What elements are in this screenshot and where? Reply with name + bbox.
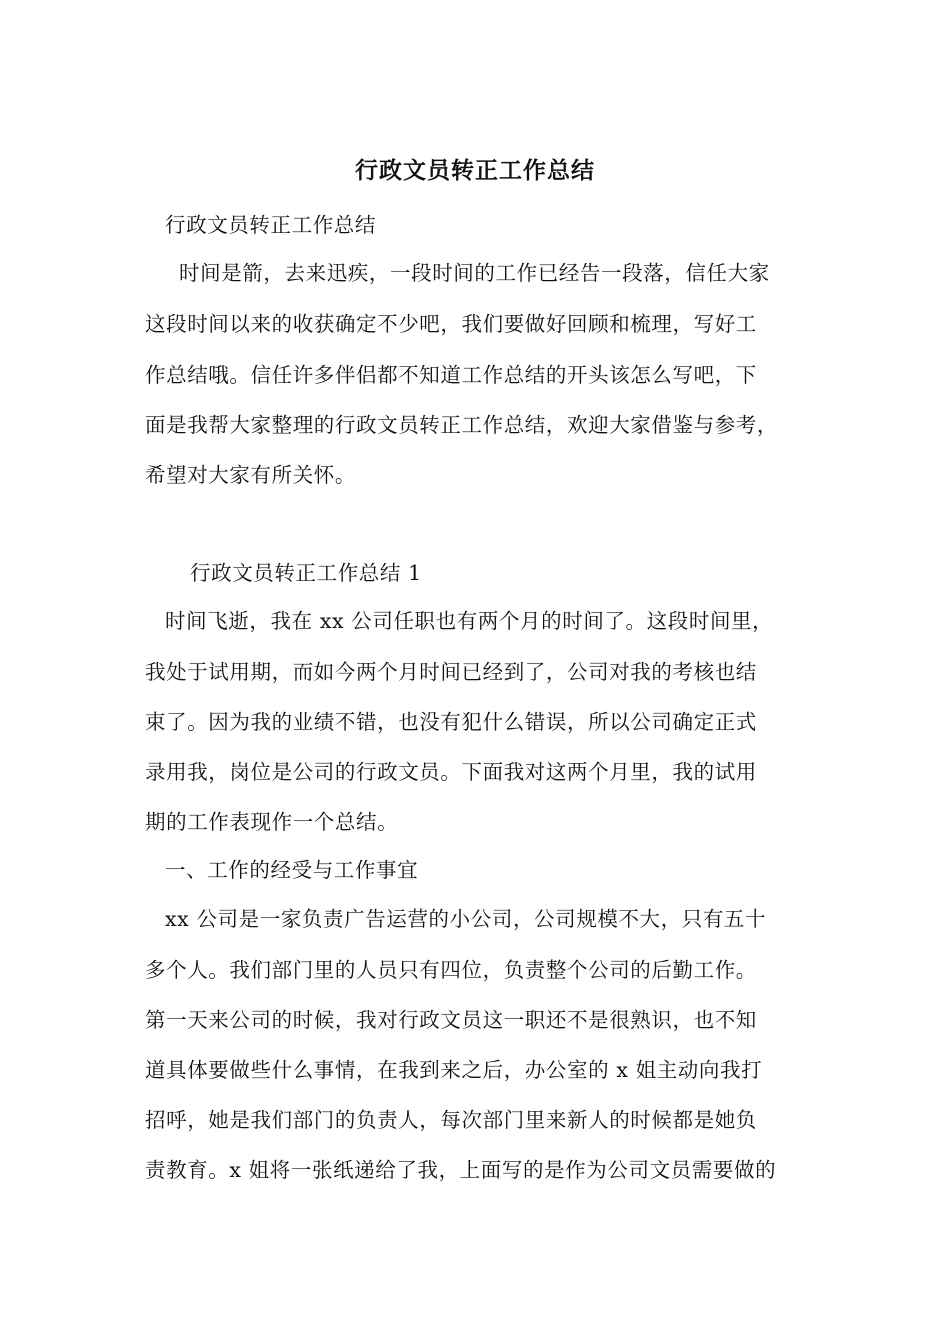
paragraph-line: 道具体要做些什么事情，在我到来之后，办公室的 x 姐主动向我打 — [145, 1058, 763, 1082]
intro-line: 希望对大家有所关怀。 — [145, 463, 356, 487]
paragraph-line: 第一天来公司的时候，我对行政文员这一职还不是很熟识，也不知 — [145, 1008, 757, 1032]
paragraph-line: 束了。因为我的业绩不错，也没有犯什么错误，所以公司确定正式 — [145, 710, 757, 734]
intro-line: 这段时间以来的收获确定不少吧，我们要做好回顾和梳理，写好工 — [145, 312, 757, 336]
paragraph-line: 多个人。我们部门里的人员只有四位，负责整个公司的后勤工作。 — [145, 958, 757, 982]
intro-line: 面是我帮大家整理的行政文员转正工作总结，欢迎大家借鉴与参考， — [145, 413, 778, 437]
intro-line: 作总结哦。信任许多伴侣都不知道工作总结的开头该怎么写吧，下 — [145, 363, 757, 387]
intro-line: 时间是箭，去来迅疾，一段时间的工作已经告一段落，信任大家 — [179, 261, 770, 285]
subheading: 一、工作的经受与工作事宜 — [165, 858, 419, 882]
paragraph-line: 我处于试用期，而如今两个月时间已经到了，公司对我的考核也结 — [145, 660, 757, 684]
document-title: 行政文员转正工作总结 — [355, 157, 595, 184]
paragraph-line: 期的工作表现作一个总结。 — [145, 810, 399, 834]
paragraph-line: xx 公司是一家负责广告运营的小公司，公司规模不大，只有五十 — [165, 907, 767, 931]
document-subtitle: 行政文员转正工作总结 — [165, 213, 376, 237]
section-heading: 行政文员转正工作总结 1 — [190, 561, 422, 585]
paragraph-line: 时间飞逝，我在 xx 公司任职也有两个月的时间了。这段时间里， — [165, 609, 774, 633]
paragraph-line: 招呼，她是我们部门的负责人，每次部门里来新人的时候都是她负 — [145, 1108, 757, 1132]
paragraph-line: 录用我，岗位是公司的行政文员。下面我对这两个月里，我的试用 — [145, 760, 757, 784]
paragraph-line: 责教育。x 姐将一张纸递给了我，上面写的是作为公司文员需要做的 — [145, 1158, 777, 1182]
